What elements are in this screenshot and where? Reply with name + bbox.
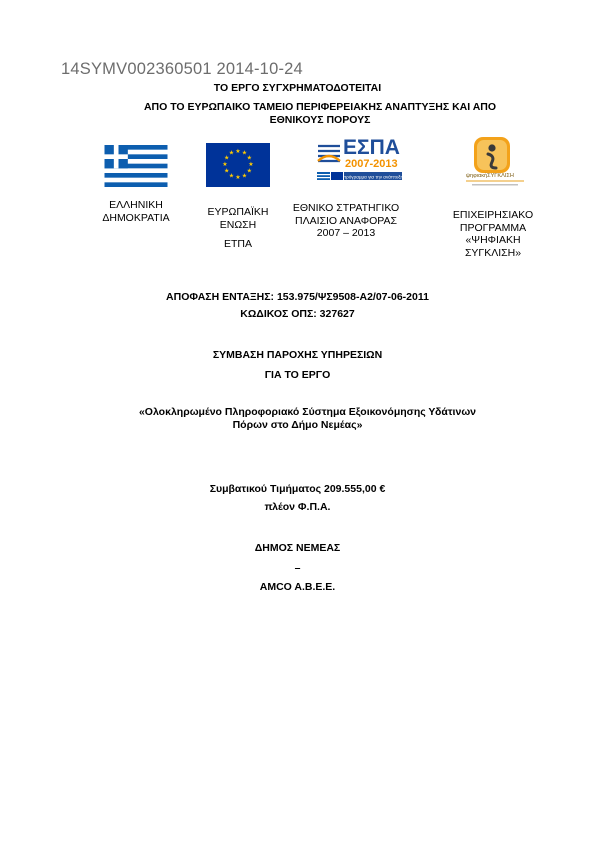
espa-caption-line-2: ΠΛΑΙΣΙΟ ΑΝΑΦΟΡΑΣ bbox=[295, 214, 397, 227]
espa-caption bbox=[290, 202, 402, 240]
project-name-line-1: «Ολοκληρωμένο Πληροφοριακό Σύστημα Εξοικονόμησης Υδάτινων bbox=[138, 406, 477, 418]
header-line-2: ΑΠΟ ΤΟ ΕΥΡΩΠΑΙΚΟ ΤΑΜΕΙΟ ΠΕΡΙΦΕΡΕΙΑΚΗΣ ΑΝΑΠΤΥΞΗΣ ΚΑΙ ΑΠΟ bbox=[143, 101, 497, 113]
document-id: 14SYMV002360501 2014-10-24 bbox=[61, 60, 303, 78]
digital-logo-text: ψηφιακήΣΥΓΚΛΙΣΗ bbox=[466, 173, 514, 179]
digital-caption-line-1: ΕΠΙΧΕΙΡΗΣΙΑΚΟ bbox=[452, 209, 534, 221]
svg-text:★: ★ bbox=[248, 161, 254, 168]
svg-text:★: ★ bbox=[235, 148, 241, 155]
header-line-1: ΤΟ ΕΡΓΟ ΣΥΓΧΡΗΜΑΤΟΔΟΤΕΙΤΑΙ bbox=[213, 82, 382, 94]
svg-text:★: ★ bbox=[241, 172, 248, 180]
greek-flag-icon bbox=[104, 145, 168, 192]
party-2: AMCO A.B.E.E. bbox=[259, 581, 336, 593]
digital-caption-line-3: «ΨΗΦΙΑΚΗ bbox=[465, 234, 521, 246]
svg-text:★: ★ bbox=[224, 154, 230, 162]
vat-line: πλέον Φ.Π.Α. bbox=[264, 501, 331, 513]
greece-caption bbox=[86, 199, 186, 224]
eu-fund-caption: ΕΤΠΑ bbox=[223, 238, 252, 250]
price-line: Συμβατικού Τιμήματος 209.555,00 € bbox=[209, 483, 386, 495]
eu-caption-line-2: ΕΝΩΣΗ bbox=[219, 218, 257, 231]
eu-caption-line-1: ΕΥΡΩΠΑΪΚΗ bbox=[207, 206, 269, 218]
eu-flag-icon bbox=[206, 143, 270, 192]
ops-code-line: ΚΩΔΙΚΟΣ ΟΠΣ: 327627 bbox=[240, 308, 355, 320]
party-separator: – bbox=[294, 562, 301, 574]
svg-text:★: ★ bbox=[228, 149, 235, 157]
espa-logo-years: 2007-2013 bbox=[345, 158, 398, 170]
espa-caption-line-1: ΕΘΝΙΚΟ ΣΤΡΑΤΗΓΙΚΟ bbox=[292, 202, 400, 214]
svg-text:★: ★ bbox=[246, 154, 252, 162]
svg-text:★: ★ bbox=[241, 149, 248, 157]
svg-text:★: ★ bbox=[224, 167, 230, 175]
espa-tagline: πρόγραμμα για την ανάπτυξη bbox=[342, 174, 404, 180]
greece-caption-line-1: ΕΛΛΗΝΙΚΗ bbox=[109, 199, 163, 211]
svg-text:★: ★ bbox=[222, 161, 228, 168]
espa-logo-title: ΕΣΠΑ bbox=[343, 136, 400, 159]
digital-caption-line-4: ΣΥΓΚΛΙΣΗ» bbox=[464, 246, 522, 259]
decision-line: ΑΠΟΦΑΣΗ ΕΝΤΑΞΗΣ: 153.975/ΨΣ9508-Α2/07-06-2011 bbox=[166, 291, 429, 303]
greece-caption-line-2: ΔΗΜΟΚΡΑΤΙΑ bbox=[102, 211, 170, 224]
espa-logo-icon bbox=[315, 137, 405, 183]
digital-caption-line-2: ΠΡΟΓΡΑΜΜΑ bbox=[459, 221, 527, 234]
digital-caption bbox=[438, 209, 548, 259]
party-1: ΔΗΜΟΣ ΝΕΜΕΑΣ bbox=[254, 542, 341, 554]
svg-text:★: ★ bbox=[228, 172, 235, 180]
header-line-3: ΕΘΝΙΚΟΥΣ ΠΟΡΟΥΣ bbox=[269, 114, 371, 126]
espa-caption-line-3: 2007 – 2013 bbox=[316, 227, 376, 239]
eu-caption bbox=[188, 206, 288, 231]
svg-text:★: ★ bbox=[235, 174, 241, 181]
digital-convergence-logo-icon bbox=[464, 136, 526, 190]
project-name-line-2: Πόρων στο Δήμο Νεμέας» bbox=[232, 419, 363, 431]
contract-title: ΣΥΜΒΑΣΗ ΠΑΡΟΧΗΣ ΥΠΗΡΕΣΙΩΝ bbox=[212, 349, 383, 361]
svg-text:★: ★ bbox=[246, 167, 252, 175]
for-project-line: ΓΙΑ ΤΟ ΕΡΓΟ bbox=[264, 369, 331, 381]
